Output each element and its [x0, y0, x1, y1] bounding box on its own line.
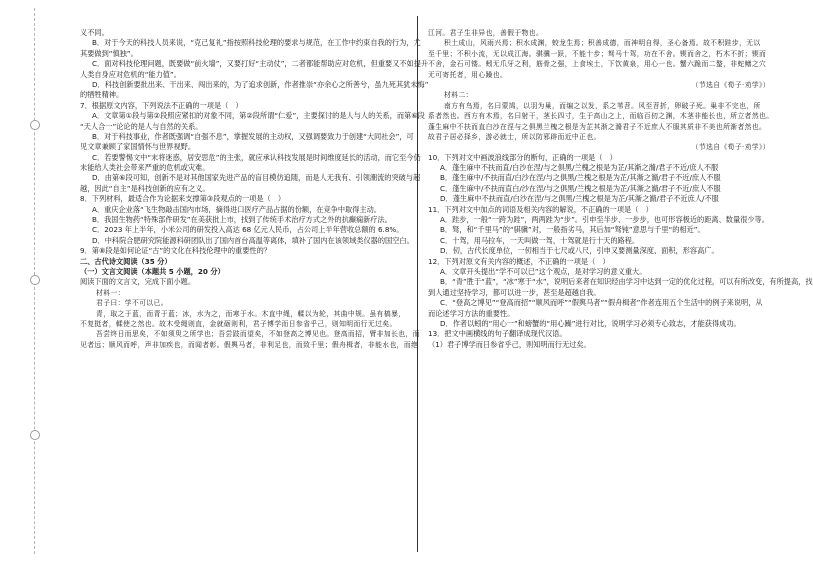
left-text-line: 见者远；顺风而呼，声非加疾也，而闻者彰。假舆马者，非利足也，而致千里；假舟楫者，非能水也，而绝	[80, 340, 419, 349]
right-text-line: A．文章开头提出“学不可以已”这个观点，是对学习的意义重大。	[440, 266, 647, 276]
left-text-line: A．重庆企业落“飞生物敲击国内市场，摘得进口医疗产品占据的份额，在竞争中取得主动。	[92, 204, 381, 214]
right-text-line: 不舍，金石可镂。蚓无爪牙之利，筋骨之强，上食埃土，下饮黄泉，用心一也。蟹六跪而二螯，非蛇鳝之穴	[428, 60, 767, 69]
left-text-line: 越，因此“自主”是科技创新的应有之义。	[80, 183, 210, 193]
left-text-line: C．若要警惕文中“末将迷惑，居安思危”的主张，就应承认科技发展是时间维度延长的活动，而它至今仍	[92, 152, 421, 162]
left-text-line: 君子曰：学不可以已。	[96, 299, 168, 308]
left-text-line: B．对于今天的科技人员来说，“克己复礼”指按照科技伦理的要求与规范，在工作中约束自我的行为，尤	[92, 38, 421, 48]
left-text-line: 材料一：	[96, 288, 125, 297]
left-text-line: （一）文言文阅读（本题共 5 小题，20 分）	[80, 266, 225, 276]
left-text-line: 义不同。	[80, 28, 109, 37]
left-text-line: D．科技创新要批出来、干出来、闯出来的，为了追求创新，作者推崇“亦余心之所善兮，虽九死其犹未悔”	[92, 79, 429, 89]
left-text-line: 不复挺者，輮使之然也。故木受绳则直，金就砺则利，君子博学而日参省乎己，则知明而行无过矣。	[80, 319, 397, 328]
right-text-line: B．驽，和“千里马”的“骐骥”对，一般指劣马，其后加“驽钝”意思与千里“的相近”。	[440, 225, 705, 235]
right-text-line: C．十驾，用马拉车，一天叫做一驾，十驾就是行十天的路程。	[440, 235, 640, 245]
right-text-line: 到人通过坚持学习，都可以进一步，甚至是超越自我。	[428, 287, 601, 297]
binding-gutter	[0, 0, 70, 562]
left-text-line: B．我国生物药“特殊部件研发”在美获批上市，找到了传统手术治疗方式之外的抗癫痫新疗法。	[92, 215, 392, 225]
left-text-line: B．对于科技事业，作者既强调“自强不息”，掌握发展的主动权，又强调要致力于创建“大同社会”，可	[92, 131, 414, 141]
right-text-line: 无可寄托者，用心躁也。	[428, 70, 508, 79]
right-text-line: 故君子居必择乡，游必就士，所以防邪辟而近中正也。	[428, 132, 601, 141]
left-text-line: 见文章兼顾了家国情怀与世界视野。	[80, 142, 196, 152]
right-text-line: 蓬生麻中不扶而直白沙在涅与之俱黑兰槐之根是为芷其渐之滫君子不近庶人不服其质非不美也所渐者然也。	[428, 122, 767, 131]
left-text-line: 未能给人类社会带来严重的危机或灾难。	[80, 163, 210, 173]
right-text-line: 11．下列对文中加点的词语及相关内容的解说，不正确的一项是（ ）	[428, 204, 653, 214]
right-text-line: 系者然也。西方有木焉，名曰射干，茎长四寸，生于高山之上，而临百仞之渊，木茎非能长也，所立者然也。	[428, 112, 774, 121]
right-text-line: D．蓬生麻中不扶而直/白沙在涅/与之俱黑/兰槐之根是为芷/其渐之滫/君子不近庶人/不服	[440, 194, 719, 204]
right-text-line: （1）君子博学而日参省乎己，则知明而行无过矣。	[428, 339, 591, 349]
right-text-line: D．仞，古代长度单位，一仞相当于七尺或八尺，引申又要测量深度、面积，形容高广。	[440, 246, 719, 256]
left-text-line: 其要做到“慎独”。	[80, 48, 138, 58]
left-text-line: “天人合一”论论的是人与自然的关系。	[80, 121, 203, 131]
binding-hole-icon	[30, 430, 40, 440]
left-text-line: 二、古代诗文阅读（35 分）	[80, 256, 172, 266]
right-column	[428, 28, 813, 350]
right-text-line: 江河。君子生非异也，善假于物也。	[428, 29, 544, 37]
binding-hole-icon	[30, 275, 40, 285]
binding-hole-icon	[30, 120, 40, 130]
right-text-line: B．蓬生麻中/不扶而直/白沙在涅/与之俱黑/兰槐之根是为芷/其渐之滫/君子不近/庶人不服	[440, 173, 721, 183]
right-text-line: 材料二：	[444, 91, 473, 100]
left-text-line: 人类自身应对危机的“能力值”。	[80, 69, 181, 79]
right-text-line: 10．下列对文中画波浪线部分的断句，正确的一项是（ ）	[428, 152, 617, 162]
column-divider	[417, 16, 418, 552]
left-text-line: 8．下列材料，最适合作为论据来支撑第③段观点的一项是（ ）	[80, 194, 286, 204]
right-text-line: D．作者以蚓的“用心一”和螃蟹的“用心躁”进行对比，说明学习必须专心致志，才能获得成功。	[440, 318, 741, 328]
left-text-line: 阅读下面的文言文，完成下面小题。	[80, 277, 196, 287]
right-text-line: A．跬步，一般“一跨为跬”，两两跬为“步”。引申至半步、一步步，也可形容极近的距离、数量很少等。	[440, 215, 769, 225]
left-text-line: 7．根据原文内容，下列说法不正确的一项是（ ）	[80, 100, 243, 110]
left-column	[80, 28, 429, 350]
left-text-line: 吾尝终日而思矣，不如须臾之所学也；吾尝跂而望矣，不如登高之博见也。登高而招，臂非加长也，而	[96, 330, 420, 339]
right-text-line: C．“登高之博见”“登高而招”“顺风而呼”“假舆马者”“假舟楫者”作者连用五个生活中的例子来说明，从	[440, 298, 763, 308]
left-text-line: C．2023 年上半年，小米公司的研发投入高达 68 亿元人民币，占公司上半年营收总额的 6.8%。	[92, 225, 404, 235]
left-text-line: 9．第⑧段是如何论证“古”的文化在科技伦理中的重要性的？	[80, 246, 271, 256]
left-text-line: 青，取之于蓝，而青于蓝；冰，水为之，而寒于水。木直中绳，輮以为轮，其曲中规。虽有槁暴，	[96, 309, 406, 318]
right-text-line: 12．下列对原文有关内容的概述，不正确的一项是（ ）	[428, 256, 610, 266]
left-text-line: D．由第⑥段可知，创新不是对其他国家先进产品的盲目模仿追随，而是人无我有、引领潮流的突破与超	[92, 173, 421, 183]
right-text-line: 而论述学习方法的重要性。	[428, 308, 515, 318]
right-text-line: 南方有鸟焉，名曰蒙鸠，以羽为巢，而编之以发，系之苇苕。风至苕折，卵破子死。巢非不完也，所	[444, 101, 761, 110]
right-text-line: C．蓬生麻中/不扶而直白/沙在涅/与之俱黑/兰槐之根是为芷/其渐之滫/君子不近/庶人不服	[440, 183, 721, 193]
right-text-line: 13．把文中画横线的句子翻译成现代汉语。	[428, 329, 567, 339]
right-text-line: （节选自《荀子·劝学》）	[691, 80, 770, 89]
right-text-line: A．蓬生麻中不扶而直/白沙在涅/与之俱黑/兰槐之根是为芷/其渐之滫/君子不近/庶人不服	[440, 163, 719, 173]
right-text-line: 积土成山，风雨兴焉；积水成渊，蛟龙生焉；积善成德，而神明自得，圣心备焉。故不积跬步，无以	[444, 39, 761, 48]
left-text-line: C．面对科技伦理问题，既要做“前火墙”，又要打好“主动仗”，二者都能帮助应对危机，但重要又不如提升	[92, 59, 429, 69]
right-text-line: B．“青”胜于“蓝”，“冰”寒于“水”，说明后来者在知识经由学习中达到一定的优化过程，可以有所改变，有所提高，找	[440, 277, 813, 287]
right-text-line: 至千里；不积小流，无以成江海。骐骥一跃，不能十步；驽马十驾，功在不舍。锲而舍之，朽木不折；锲而	[428, 49, 767, 58]
left-text-line: D．中科院合肥研究院能源科研团队出了国内首台高温等离体，填补了国内在该领域类仪器的国空白。	[92, 235, 414, 245]
left-text-line: A．文章第①段与第②段照应紧扣的对象不同，第②段所谓“仁爱”，主要探讨的是人与人的关系，而第⑥段	[92, 111, 425, 121]
right-text-line: （节选自《荀子·劝学》）	[691, 143, 770, 152]
left-text-line: 的牺牲精神。	[80, 90, 124, 100]
